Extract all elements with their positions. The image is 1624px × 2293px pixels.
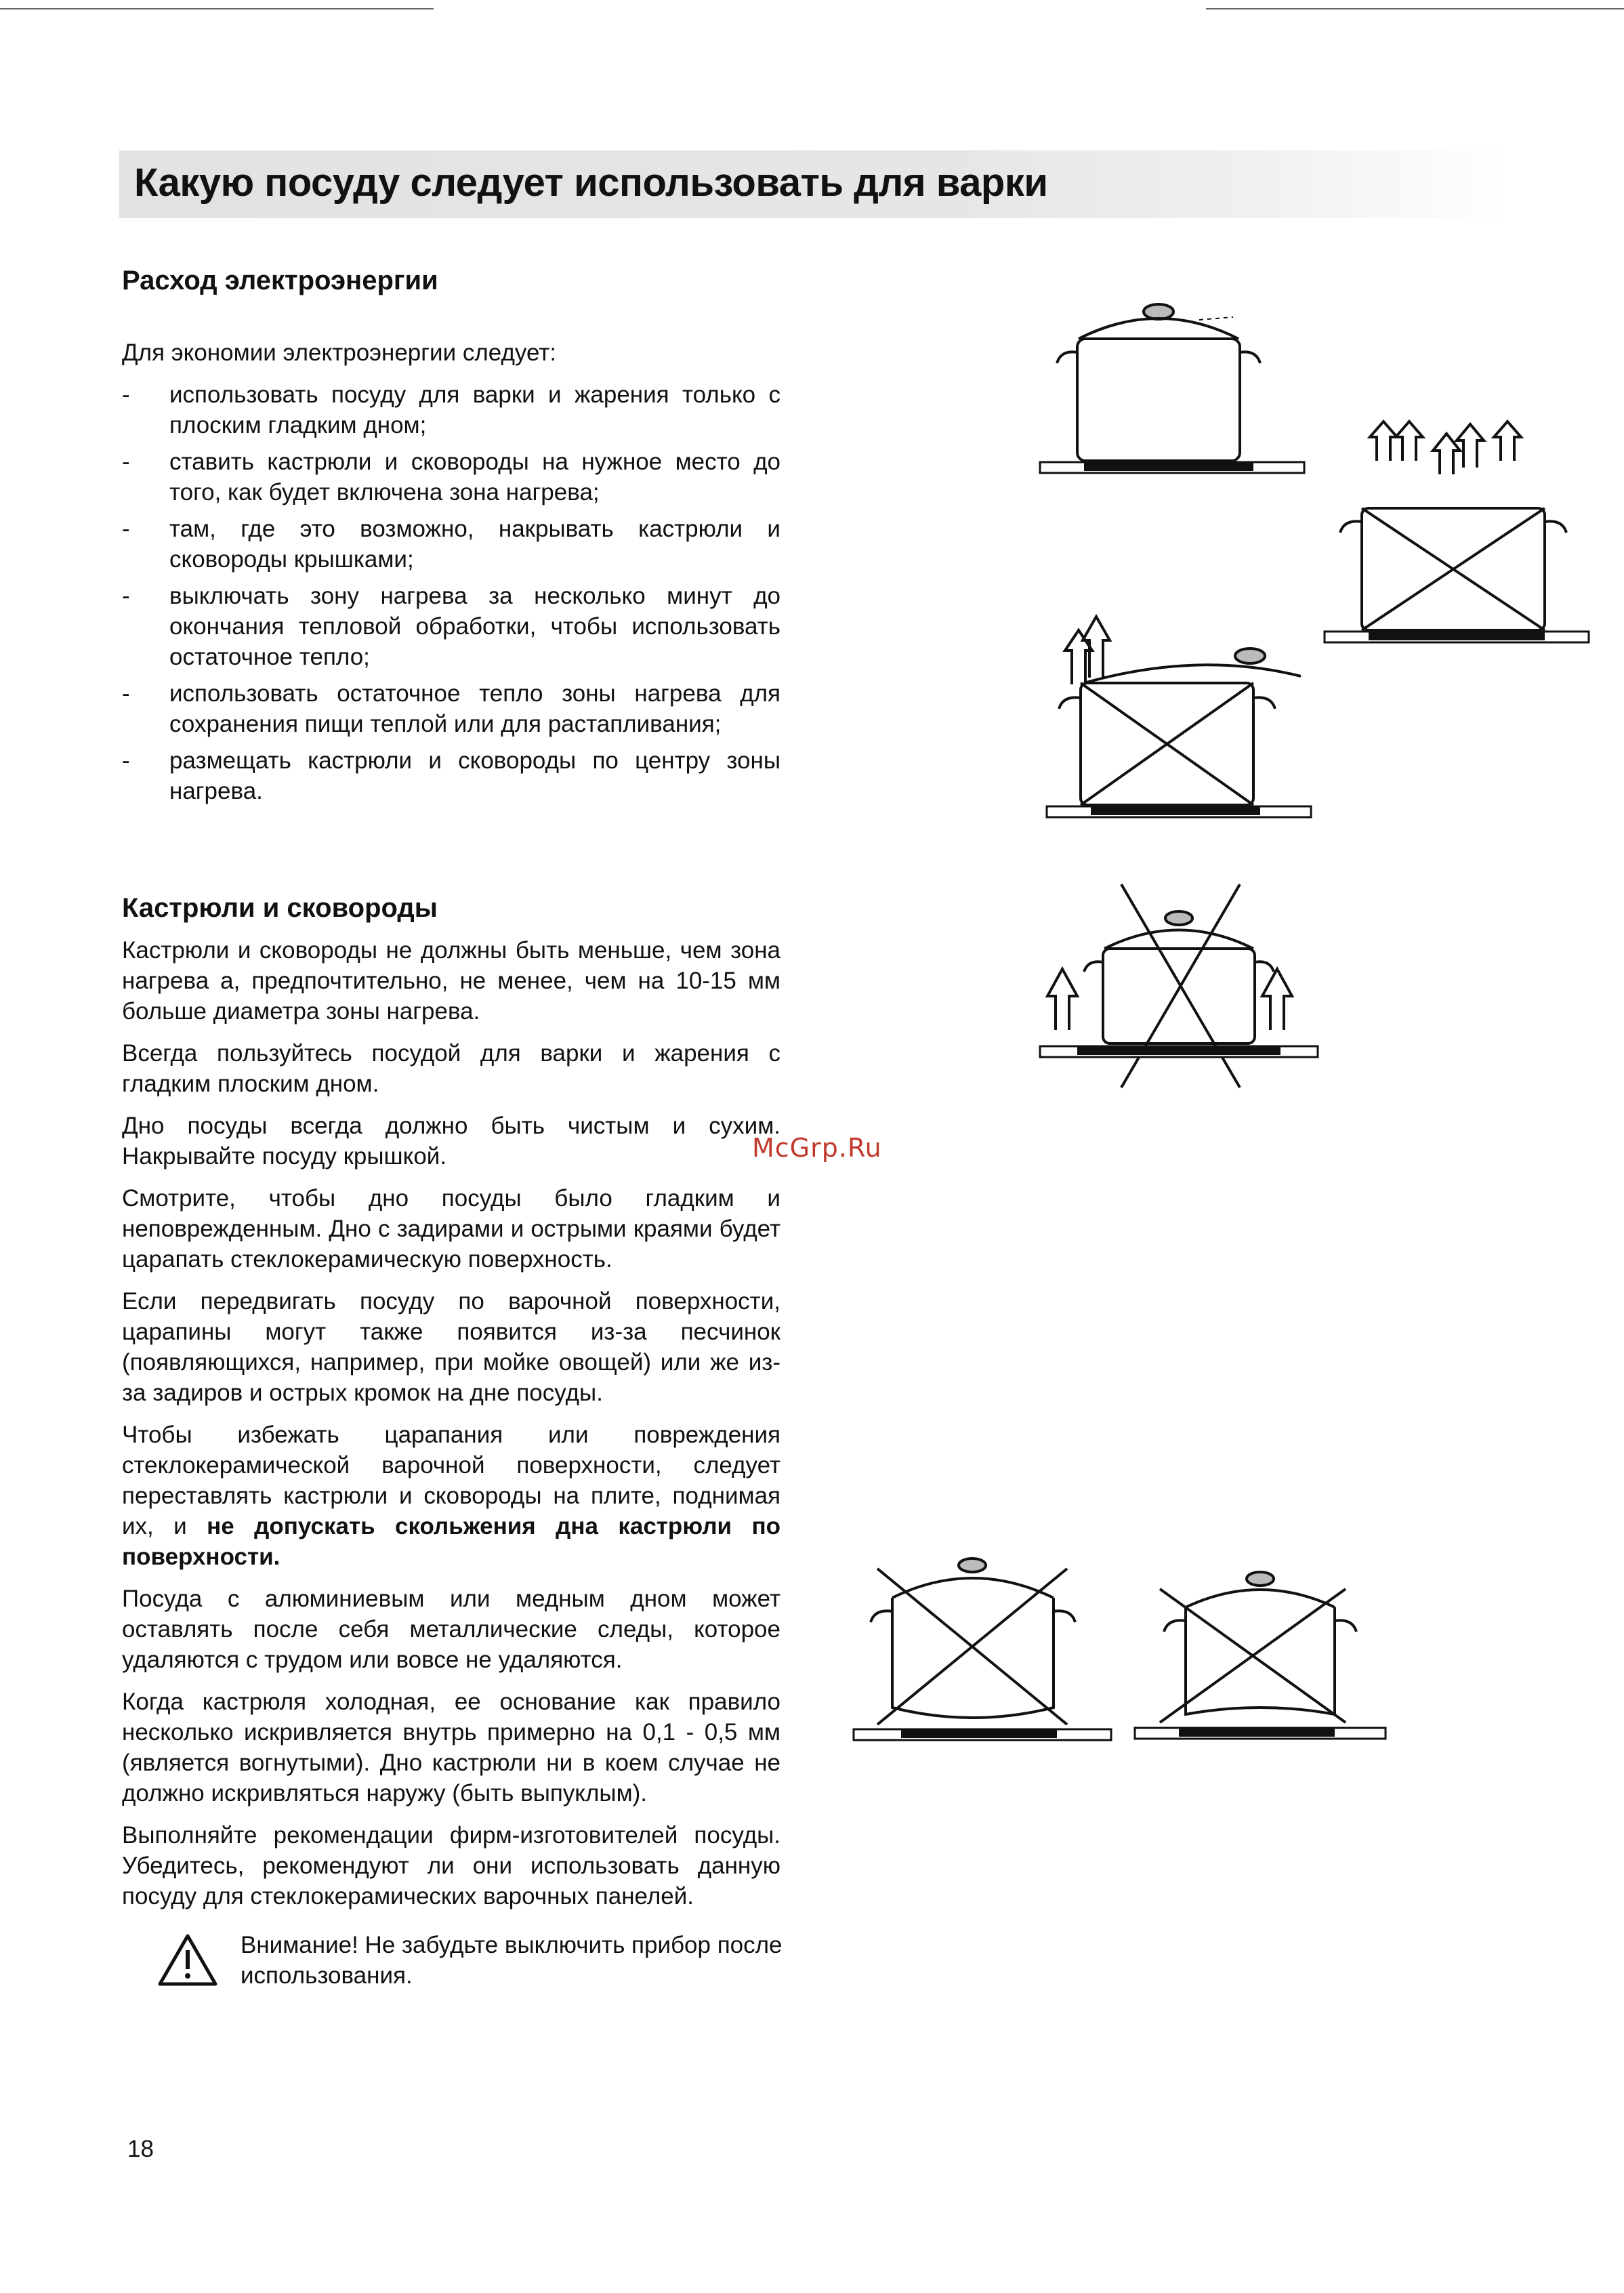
top-rule-right [1206,8,1624,9]
list-item: - выключать зону нагрева за несколько минут до окончания тепловой обработки, чтобы использовать остаточное тепло; [122,581,780,672]
warning-triangle-icon [157,1933,218,1987]
list-item: - использовать посуду для варки и жарения только с плоским гладким дном; [122,379,780,440]
warning-text: Внимание! Не забудьте выключить прибор после использования. [241,1932,783,1989]
paragraph: Если передвигать посуду по варочной поверхности, царапины могут также появится из-за песчинок (появляющихся, например, при мойке овощей) или же из-за задиров и острых кромок на дне посуды. [122,1288,780,1406]
watermark: McGrp.Ru [752,1133,882,1163]
list-item: - использовать остаточное тепло зоны нагрева для сохранения пищи теплой или для растапливания; [122,678,780,739]
pot-too-small-figure [1037,881,1321,1098]
move-paragraph-text: Чтобы избежать царапания или повреждения стеклокерамической варочной поверхности, следует переставлять кастрюли и сковороды на плите, поднимая их, и [122,1422,780,1540]
paragraph: Выполняйте рекомендации фирм-изготовителей посуды. Убедитесь, рекомендуют ли они использовать данную посуду для стеклокерамических варочных панелей. [122,1822,780,1909]
pots-heading: Кастрюли и сковороды [122,893,438,923]
energy-intro: Для экономии электроэнергии следует: [122,339,557,366]
pot-no-lid-figure [1321,420,1592,657]
pot-uneven-bottom-figure [1131,1545,1389,1755]
energy-list [122,379,780,806]
top-rule-left [0,8,434,9]
pot-correct-figure [1037,285,1308,474]
move-paragraph-bold: не допускать скольжения дна кастрюли по поверхности. [122,1513,780,1570]
paragraph: Когда кастрюля холодная, ее основание как правило несколько искривляется внутрь примерно на 0,1 - 0,5 мм (является вогнутыми). Дно кастрюли ни в коем случае не должно искривляться наружу (быть выпуклым). [122,1689,780,1806]
list-item: - там, где это возможно, накрывать кастрюли и сковороды крышками; [122,514,780,575]
paragraph: Посуда с алюминиевым или медным дном может оставлять после себя металлические следы, которое удаляются с трудом или вовсе не удаляются. [122,1586,780,1673]
list-item: - размещать кастрюли и сковороды по центру зоны нагрева. [122,745,780,806]
paragraph: Всегда пользуйтесь посудой для варки и жарения с гладким плоским дном. [122,1040,780,1097]
move-paragraph [122,1420,780,1572]
list-item: - ставить кастрюли и сковороды на нужное место до того, как будет включена зона нагрева; [122,447,780,508]
pots-section [122,935,780,1923]
paragraph: Дно посуды всегда должно быть чистым и сухим. Накрывайте посуду крышкой. [122,1113,780,1170]
pot-lid-ajar-figure [1043,603,1314,833]
pot-convex-bottom-figure [850,1545,1115,1755]
page-title: Какую посуду следует использовать для варки [134,161,1048,205]
page-number: 18 [127,2136,154,2162]
paragraph: Кастрюли и сковороды не должны быть меньше, чем зона нагрева а, предпочтительно, не менее, чем на 10-15 мм больше диаметра зоны нагрева. [122,937,780,1025]
energy-section [122,337,780,812]
energy-heading: Расход электроэнергии [122,266,438,295]
paragraph: Смотрите, чтобы дно посуды было гладким и неповрежденным. Дно с задирами и острыми краями будет царапать стеклокерамическую поверхность. [122,1185,780,1273]
